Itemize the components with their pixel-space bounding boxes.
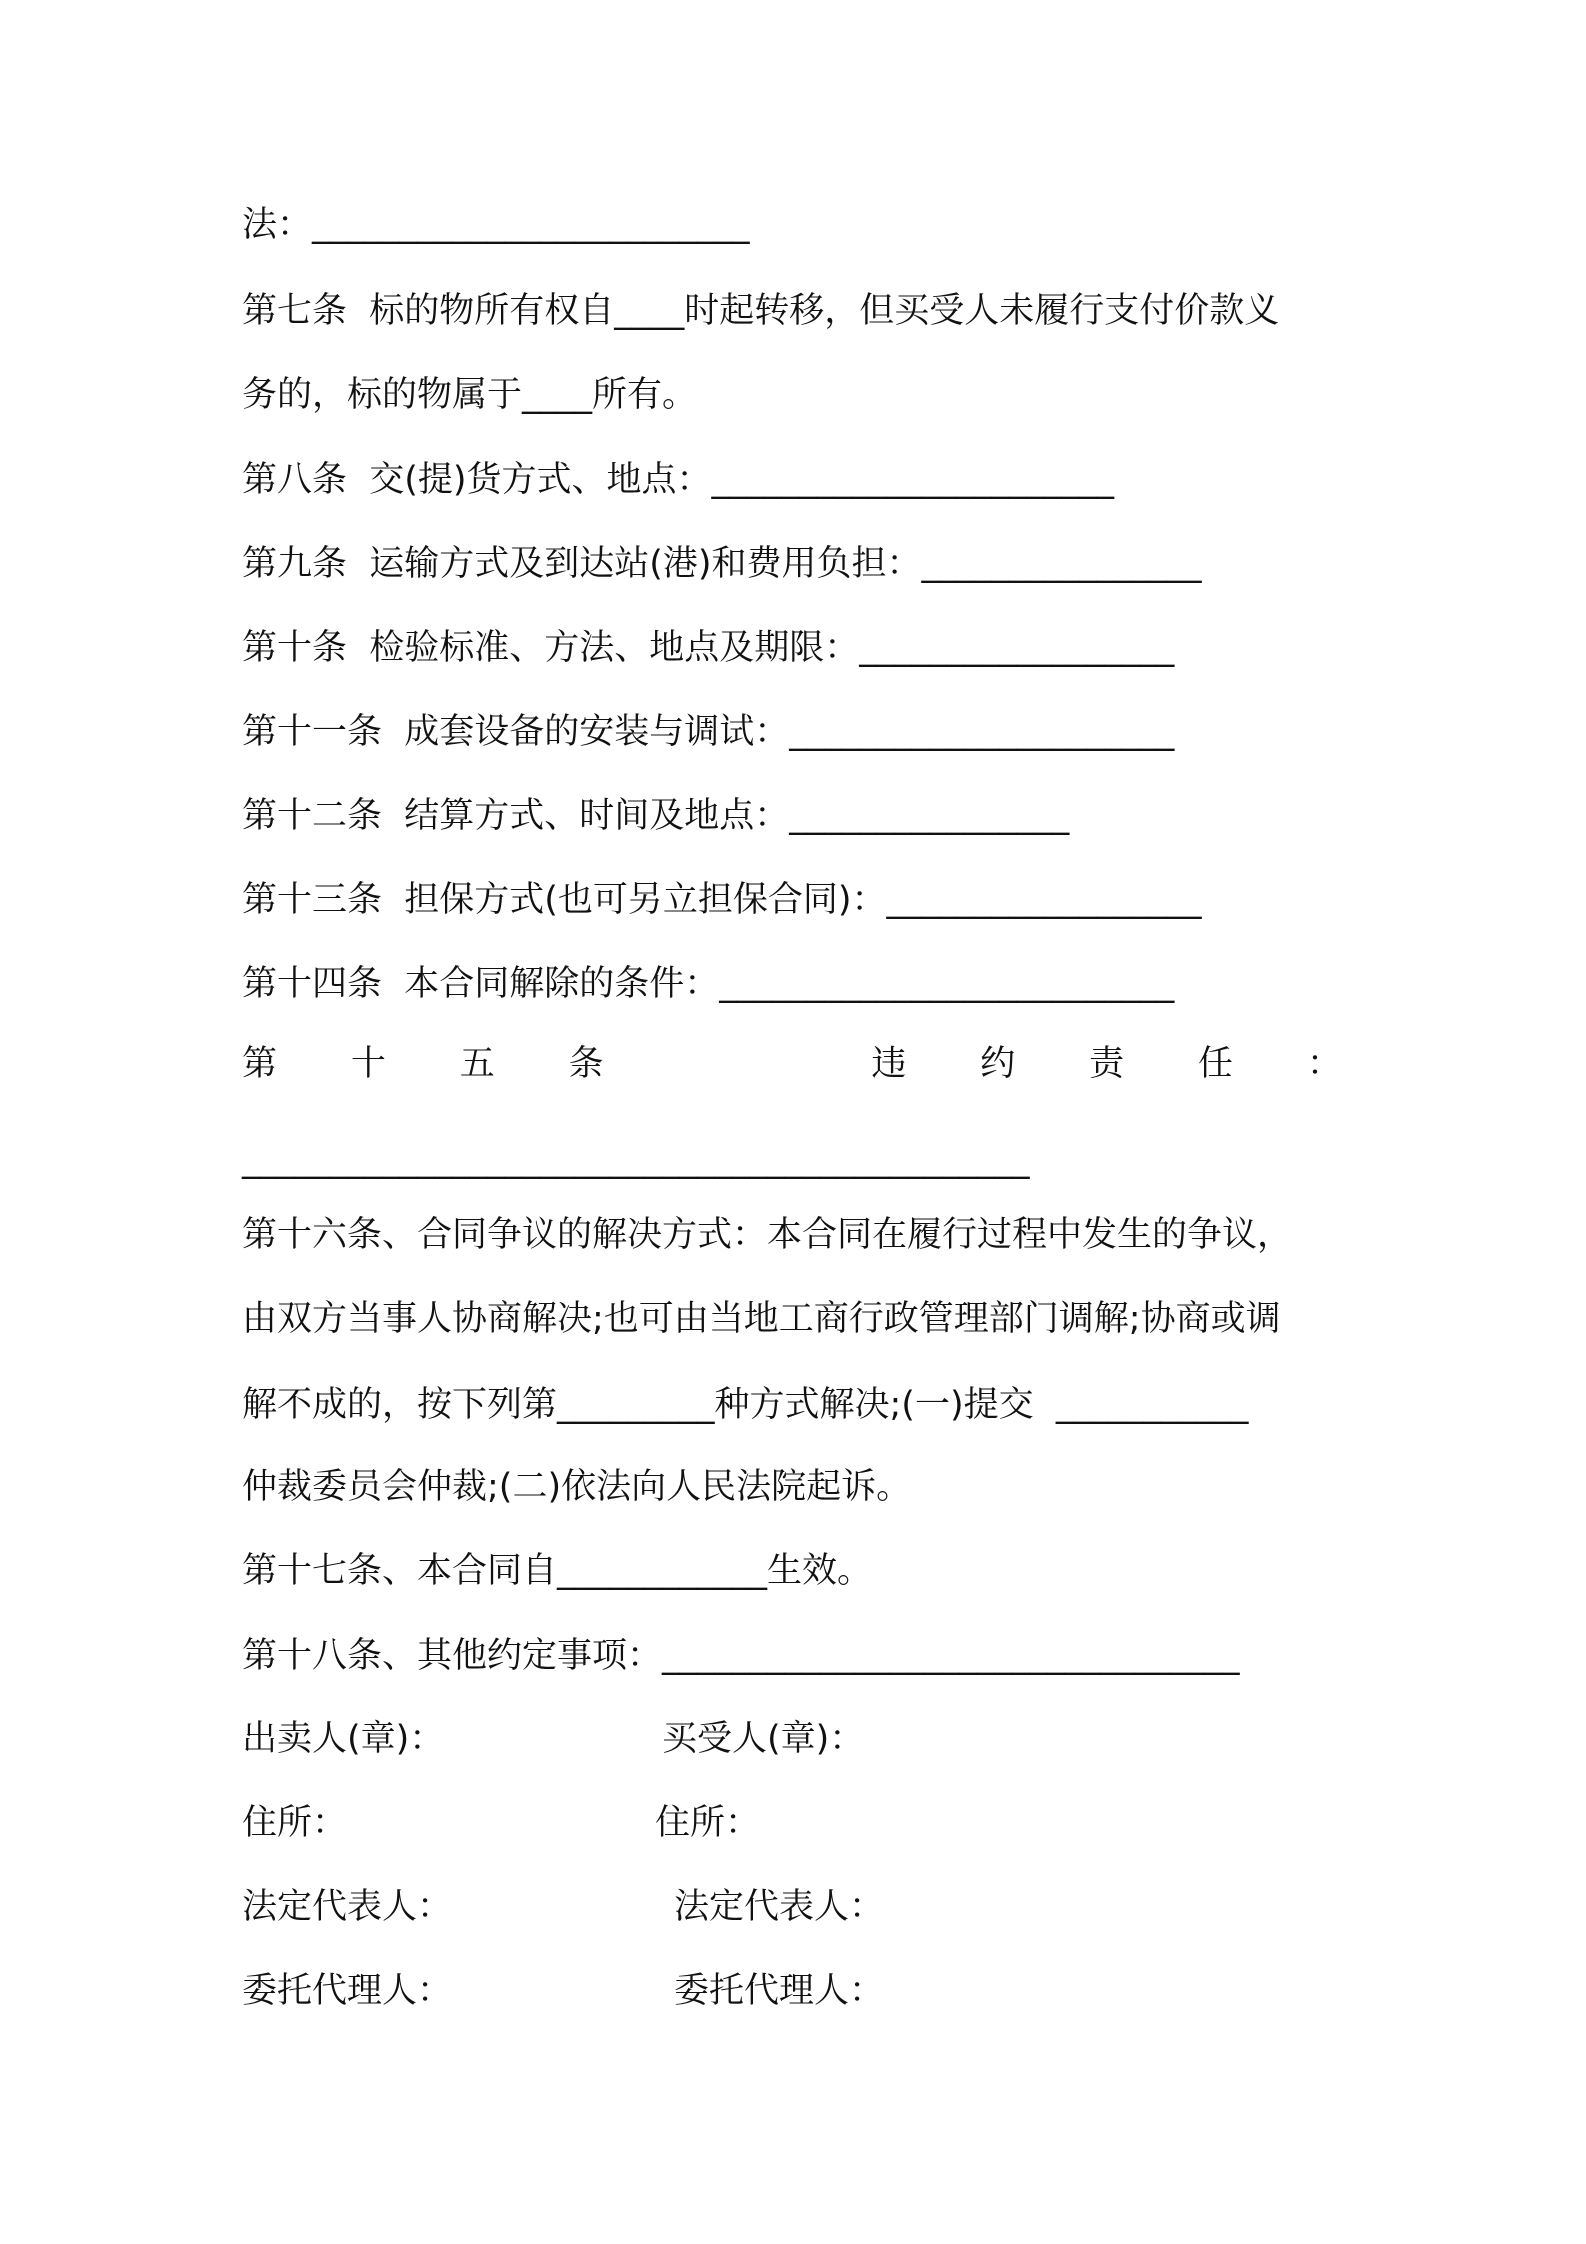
article-15-char: 责 (1089, 1044, 1125, 1084)
buyer-address-label: 住所： (655, 1803, 761, 1843)
article-8-text: 第八条 交(提)货方式、地点：_______________________ (242, 460, 1115, 500)
article-15-char: 违 (871, 1044, 907, 1084)
article-7-text-1: 第七条 标的物所有权自____时起转移，但买受人未履行支付价款义 (242, 291, 1280, 331)
article-7-text-2: 务的，标的物属于____所有。 (242, 375, 698, 415)
article-16-line-1 (242, 1210, 1292, 1260)
article-15-blank: _____________________________________________ (242, 1140, 1030, 1180)
article-7-line-1 (242, 286, 1279, 336)
article-17-text: 第十七条、本合同自____________生效。 (242, 1551, 873, 1591)
article-15-char: ： (1306, 1044, 1342, 1084)
article-9-text: 第九条 运输方式及到达站(港)和费用负担：________________ (242, 544, 1202, 584)
article-16-text-1: 第十六条、合同争议的解决方式：本合同在履行过程中发生的争议， (242, 1215, 1293, 1255)
article-15-gap (678, 1039, 798, 1089)
seller-legal-rep-label: 法定代表人： (242, 1887, 453, 1927)
article-7-line-2 (242, 370, 697, 420)
article-18-text: 第十八条、其他约定事项：_________________________________ (242, 1636, 1240, 1676)
article-18-line (242, 1631, 1240, 1681)
law-line (242, 200, 750, 250)
buyer-legal-rep-label: 法定代表人： (674, 1887, 885, 1927)
article-16-text-4: 仲裁委员会仲裁;(二)依法向人民法院起诉。 (242, 1467, 912, 1507)
article-15-char: 条 (568, 1044, 604, 1084)
article-13-line (242, 875, 1202, 925)
article-16-text-3: 解不成的，按下列第_________种方式解决;(一)提交 ___________ (242, 1385, 1249, 1425)
article-14-text: 第十四条 本合同解除的条件：__________________________ (242, 964, 1175, 1004)
article-15-char: 约 (980, 1044, 1016, 1084)
article-15-blank-line (242, 1135, 1030, 1185)
article-8-line (242, 455, 1114, 505)
article-12-line (242, 791, 1069, 841)
seller-agent-label: 委托代理人： (242, 1971, 453, 2011)
article-16-text-2: 由双方当事人协商解决;也可由当地工商行政管理部门调解;协商或调 (242, 1299, 1281, 1339)
article-13-text: 第十三条 担保方式(也可另立担保合同)：__________________ (242, 880, 1202, 920)
article-15-char: 五 (459, 1044, 495, 1084)
article-16-line-2 (242, 1294, 1281, 1344)
article-12-text: 第十二条 结算方式、时间及地点：________________ (242, 796, 1070, 836)
article-14-line (242, 959, 1174, 1009)
article-9-line (242, 539, 1202, 589)
seller-address-label: 住所： (242, 1803, 348, 1843)
article-15-char: 第 (242, 1044, 278, 1084)
article-15-heading (242, 1039, 1342, 1089)
law-text: 法：_________________________ (242, 205, 750, 245)
article-15-char: 十 (350, 1044, 386, 1084)
article-10-line (242, 623, 1174, 673)
buyer-agent-label: 委托代理人： (674, 1971, 885, 2011)
article-11-line (242, 707, 1174, 757)
article-10-text: 第十条 检验标准、方法、地点及期限：__________________ (242, 628, 1175, 668)
article-16-line-4 (242, 1462, 911, 1512)
article-17-line (242, 1546, 872, 1596)
article-15-char: 任 (1197, 1044, 1233, 1084)
buyer-stamp-label: 买受人(章)： (662, 1719, 865, 1759)
article-11-text: 第十一条 成套设备的安装与调试：______________________ (242, 712, 1175, 752)
seller-stamp-label: 出卖人(章)： (242, 1719, 445, 1759)
article-16-line-3 (242, 1380, 1248, 1430)
